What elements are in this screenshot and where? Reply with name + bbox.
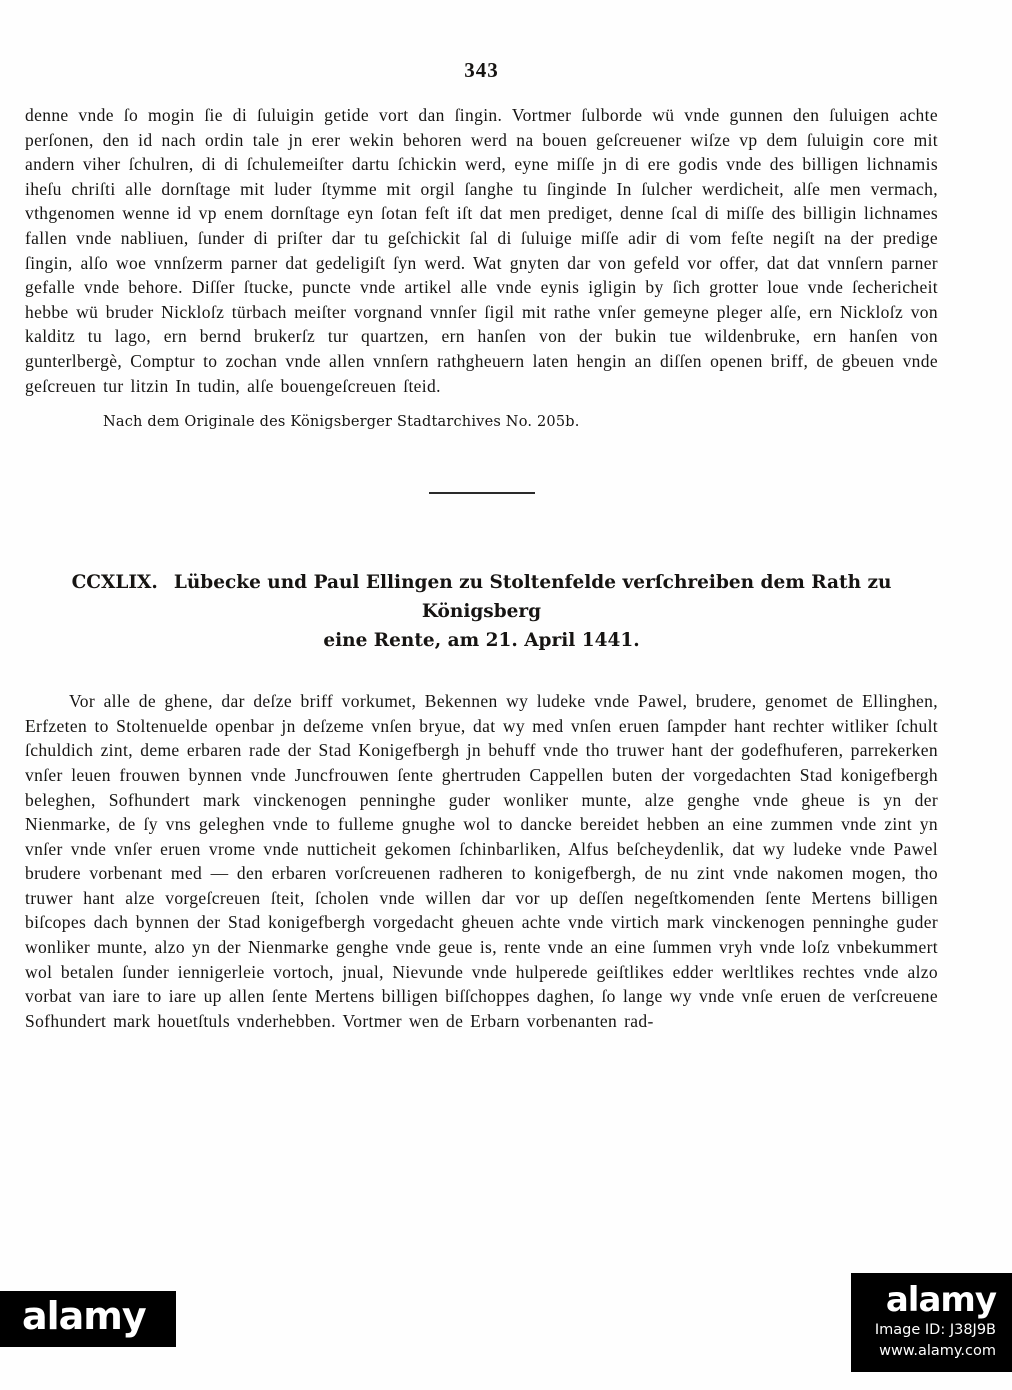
charter-body-text: Vor alle de ghene, dar deſze briff vorkumet, Bekennen wy ludeke vnde Pawel, brudere, genomet de Ellinghen, Erfzeten to Stoltenuelde openbar jn deſzeme vnſen bryue, dat wy med vnſen eruen ſampder hant rechter witliker ſchult ſchuldich zint, deme erbaren rade der Stad Konigefbergh jn behuff vnde tho truwer hant der godefhuferen, parrekerken vnſer leuen frouwen bynnen vnde Juncfrouwen ſente ghertruden Cappellen buten der vorgedachten Stad konigefbergh beleghen, Sofhundert mark vinckenogen penninghe guder wonliker munte, alze genghe vnde gheue is yn der Nienmarke, de ſy vns geleghen vnde to fulleme gnughe wol to dancke bereidet hebben an eine zummen vnde zint yn vnſer vnde vnſer eruen vrome vnde nutticheit gekomen ſchinbarliken, Alfus beſcheydenlik, dat wy ludeke vnde Pawel brudere vorbenant med — den erbaren vorſcreuenen radheren to konigefbergh, de nu zint vnde nakomen mogen, tho truwer hant alze vorgeſcreuen ſteit, ſcholen vnde willen dar vor up deſſen negeſtkomenden ſente Mertens billigen biſcopes dach bynnen der Stad konigefbergh vorgedacht gheuen achte vnde virtich mark vinckenogen penninghe guder wonliker munte, alzo yn der Nienmarke genghe vnde geue is, rente vnde an eine ſummen vryh vnde loſz vnbekummert wol betalen ſunder iennigerleie vortoch, jnual, Nievunde vnde hulperede geiſtlikes edder werltlikes rechtes vnde alzo vorbat van iare to iare up allen ſente Mertens billigen biſſchoppes daghen, ſo lange wy vnde vnſe eruen de verſcreuene Sofhundert mark houetſtuls vnderhebben. Vortmer wen de Erbarn vorbenanten rad-	[25, 691, 938, 1031]
alamy-url: www.alamy.com	[879, 1343, 996, 1359]
alamy-logo: alamy	[885, 1279, 996, 1320]
charter-heading	[25, 568, 938, 655]
document-page	[25, 58, 938, 1033]
source-note: Nach dem Originale des Königsberger Stadtarchives No. 205b.	[103, 414, 580, 431]
alamy-watermark-right	[851, 1273, 1012, 1372]
alamy-watermark-left	[0, 1291, 176, 1347]
paragraph-charter-continuation: denne vnde ſo mogin ſie di ſuluigin getide vort dan ſingin. Vortmer ſulborde wü vnde gunnen den ſuluigen achte perſonen, den id nach ordin tale jn erer wekin behoren werd na bouen geſcreuener wiſze vp dem ſuluigin core mit andern viher ſchulren, di di ſchulemeiſter dartu ſchickin werd, eyne miſſe jn di ere godis vnde des billigen lichnamis iheſu chriſti alle dornſtage mit luder ſtymme mit orgil ſanghe tu ſinginde In ſulcher werdicheit, alſe men vermach, vthgenomen wenne id vp enem dornſtage eyn ſotan feſt iſt dat men prediget, denne ſcal di miſſe des billigin lichnames fallen vnde nabliuen, ſunder di priſter dar tu geſchickit ſal di ſuluige miſſe adir di vom feſte negiſt na der predige ſingin, alſo woe vnnſzerm parner dat gedeligiſt ſyn werd. Wat gnyten dar von gefeld vor offer, dat dat vnnſern parner gefalle vnde behore. Diſſer ſtucke, puncte vnde artikel alle vnde eynis igligin by ſich grotter loue vnde ſechericheit hebbe wü bruder Nickloſz türbach meiſter vorgnand vnnſer ſigil mit rathe vnſer gemeyne pleger alſe, ern Nickloſz von kalditz tu lago, ern bernd brukerſz tur quartzen, ern hanſen von der bukin tue wildenbruke, ern hanſen von gunterlbergè, Comptur to zochan vnde allen vnnſern rathgheuern laten hengin an diſſen openen briff, de gbeuen vnde geſcreuen tur litzin In tudin, alſe bouengeſcreuen ſteid.	[25, 105, 938, 396]
charter-heading-line2: eine Rente, am 21. April 1441.	[323, 630, 640, 652]
image-id-label: Image ID: J38J9B	[874, 1322, 996, 1338]
charter-heading-line1: Lübecke und Paul Ellingen zu Stoltenfelde verſchreiben dem Rath zu Königsberg	[173, 572, 892, 623]
charter-number: CCXLIX.	[71, 572, 158, 594]
alamy-logo: alamy	[22, 1294, 146, 1338]
page-number: 343	[464, 58, 499, 82]
section-divider	[429, 492, 535, 494]
